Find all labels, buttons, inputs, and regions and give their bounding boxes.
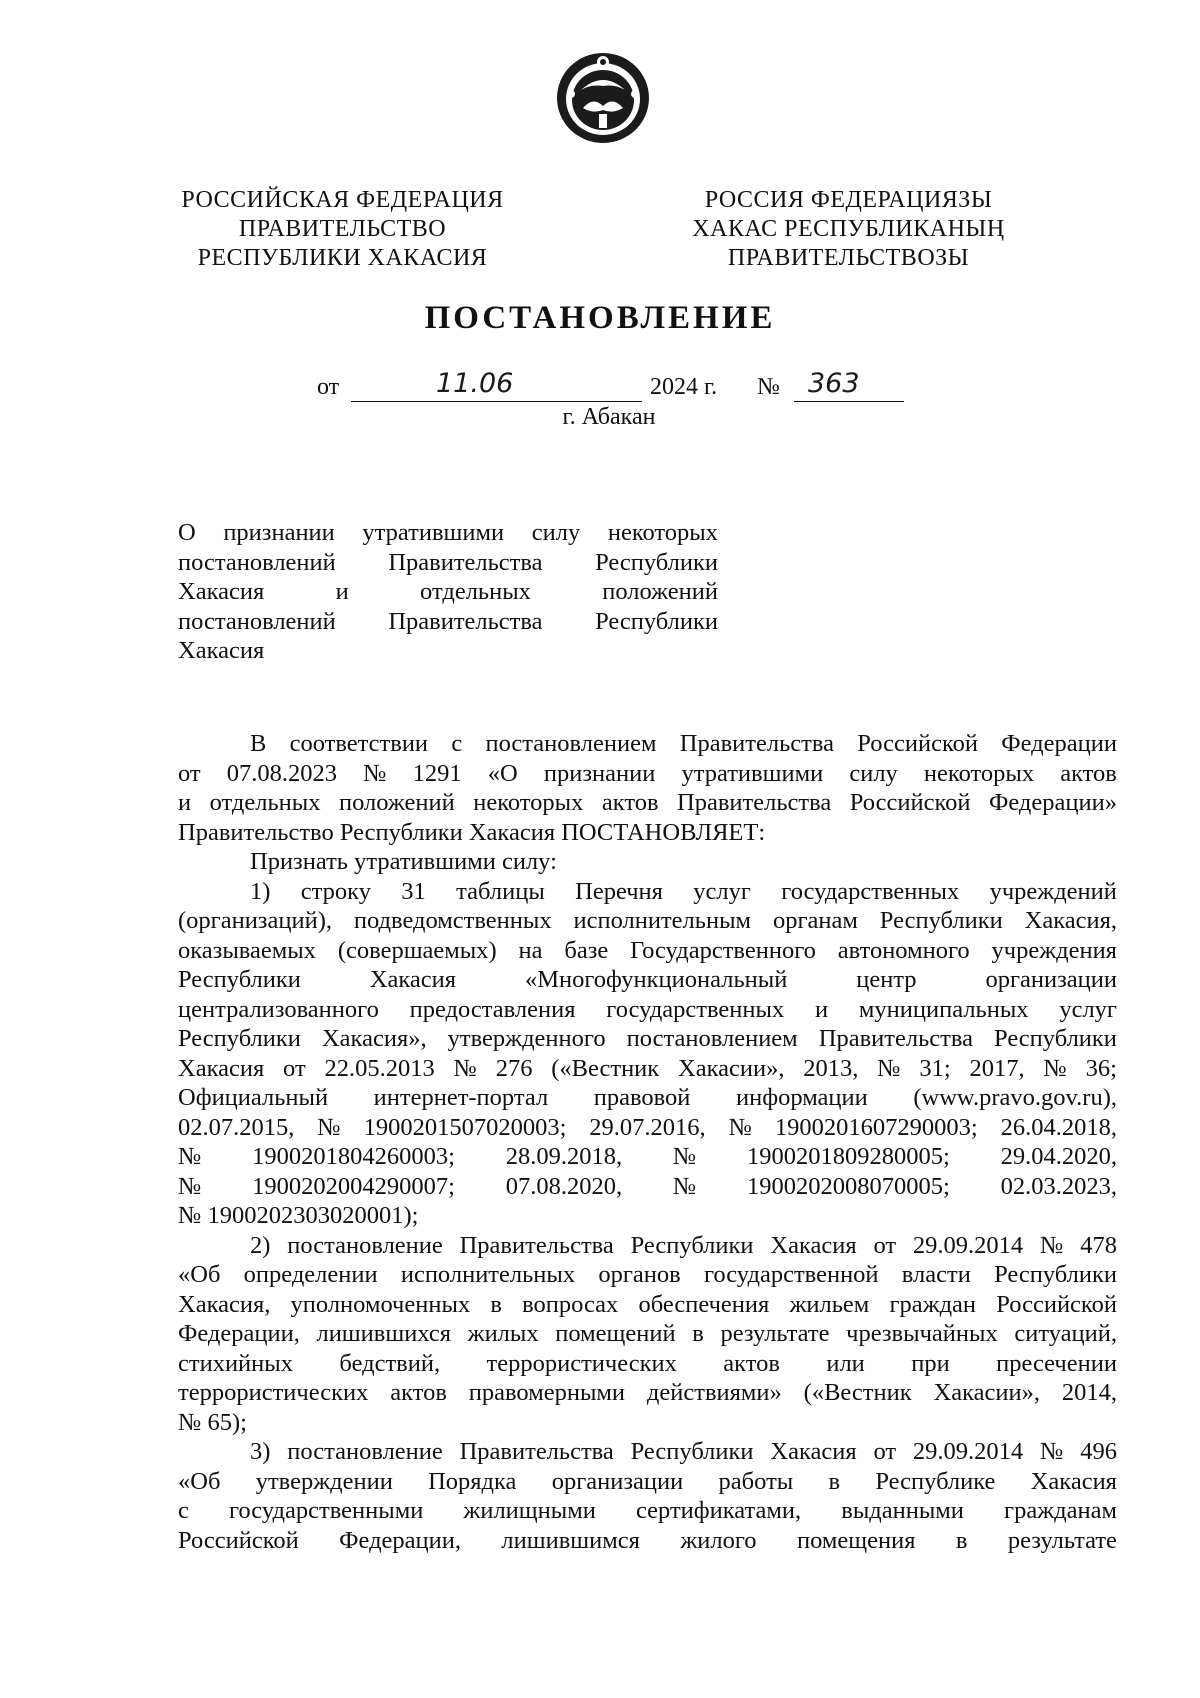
word: утвержденного bbox=[447, 1025, 606, 1052]
word: Хакасия bbox=[770, 1231, 857, 1259]
body-line bbox=[178, 906, 1117, 936]
word: центр bbox=[856, 966, 917, 993]
word: лишившихся bbox=[316, 1320, 452, 1347]
word: Правительства bbox=[459, 1438, 614, 1465]
word: актов bbox=[601, 789, 659, 816]
word: уполномоченных bbox=[290, 1290, 471, 1318]
body-line bbox=[178, 1231, 1117, 1261]
word: государственных bbox=[781, 877, 960, 905]
word: № bbox=[1039, 1438, 1064, 1465]
word: на bbox=[518, 936, 543, 964]
word: Республики bbox=[994, 1261, 1117, 1288]
word: террористических bbox=[178, 1379, 369, 1406]
word: 2013, bbox=[803, 1054, 859, 1082]
word: террористических bbox=[486, 1349, 677, 1377]
body-line bbox=[178, 1349, 1117, 1379]
word: Хакасии», bbox=[678, 1054, 785, 1082]
word: отдельных bbox=[420, 578, 531, 605]
word: муниципальных bbox=[858, 995, 1029, 1023]
body-line bbox=[178, 1142, 1117, 1172]
word: О bbox=[178, 519, 196, 546]
word: 1900202004290007; bbox=[252, 1172, 455, 1200]
word: от bbox=[283, 1054, 306, 1082]
word: «Об bbox=[178, 1467, 221, 1495]
header-left-line: РОССИЙСКАЯ ФЕДЕРАЦИЯ bbox=[181, 187, 504, 213]
word: 36; bbox=[1085, 1054, 1117, 1082]
word: Правительства bbox=[679, 730, 834, 757]
word: жилого bbox=[680, 1526, 757, 1554]
word: Республики bbox=[630, 1438, 754, 1465]
word: и bbox=[178, 789, 192, 816]
word: ситуаций, bbox=[1014, 1320, 1117, 1347]
word: Хакасия, bbox=[1024, 907, 1117, 934]
word: 3) bbox=[250, 1438, 271, 1465]
word: организации bbox=[551, 1467, 684, 1495]
word: соответствии bbox=[289, 730, 429, 757]
word: и bbox=[335, 578, 349, 605]
word: постановлений bbox=[178, 548, 336, 576]
word: 02.03.2023, bbox=[1000, 1172, 1117, 1200]
word: («Вестник bbox=[803, 1379, 912, 1406]
date-underline bbox=[351, 401, 642, 402]
header-left-line: РЕСПУБЛИКИ ХАКАСИЯ bbox=[197, 245, 488, 271]
date-number-line bbox=[0, 368, 1200, 408]
word: органов bbox=[598, 1261, 681, 1288]
word: Хакасия bbox=[178, 1054, 265, 1082]
word: Перечня bbox=[575, 877, 663, 905]
word: актов bbox=[723, 1349, 780, 1377]
word: Признать утратившими силу: bbox=[250, 848, 557, 875]
word: 1900201804260003; bbox=[252, 1143, 455, 1170]
from-label: от bbox=[317, 374, 340, 400]
word: утверждении bbox=[255, 1467, 393, 1495]
word: № bbox=[1043, 1054, 1067, 1082]
word: информации bbox=[735, 1084, 868, 1111]
word: сертификатами, bbox=[635, 1497, 802, 1524]
word: таблицы bbox=[456, 877, 545, 905]
word: Хакасии», bbox=[933, 1379, 1040, 1406]
word: государственной bbox=[703, 1261, 879, 1288]
word: подведомственных bbox=[353, 907, 552, 934]
word: Республики bbox=[178, 1025, 301, 1052]
word: Хакасия bbox=[770, 1438, 857, 1465]
word: № bbox=[1039, 1231, 1064, 1259]
word: постановлением bbox=[485, 730, 657, 757]
word: Правительства bbox=[459, 1231, 614, 1259]
word: «Об bbox=[178, 1261, 221, 1288]
word: жильем bbox=[789, 1290, 870, 1318]
word: 29.09.2014 bbox=[912, 1438, 1024, 1465]
word: пресечении bbox=[996, 1349, 1117, 1377]
word: 1900201607290003; bbox=[774, 1113, 978, 1141]
word: Федерации bbox=[1001, 730, 1117, 757]
word: постановление bbox=[287, 1438, 443, 1465]
word: Правительства bbox=[677, 789, 832, 816]
word: № bbox=[672, 1172, 697, 1200]
word: № bbox=[728, 1113, 752, 1141]
word: в bbox=[490, 1290, 502, 1318]
city-label: г. Абакан bbox=[562, 404, 656, 430]
word: некоторых bbox=[923, 759, 1035, 787]
number-underline bbox=[794, 401, 904, 402]
word: оказываемых bbox=[178, 936, 317, 964]
word: власти bbox=[901, 1261, 971, 1288]
word: Правительства bbox=[818, 1025, 973, 1052]
subject-heading bbox=[178, 518, 718, 666]
word: Порядка bbox=[428, 1467, 517, 1495]
word: Республики bbox=[630, 1231, 754, 1259]
document-title: ПОСТАНОВЛЕНИЕ bbox=[424, 300, 776, 336]
word: признании bbox=[223, 519, 335, 546]
body-line bbox=[178, 1113, 1117, 1143]
handwritten-date: 11.06 bbox=[436, 368, 514, 399]
word: государственными bbox=[228, 1497, 424, 1524]
body-line bbox=[178, 995, 1117, 1025]
word: Республике bbox=[875, 1467, 996, 1495]
word: 1900201809280005; bbox=[747, 1143, 950, 1170]
word: организации bbox=[985, 966, 1117, 993]
word: Федерации, bbox=[339, 1526, 461, 1554]
word: 496 bbox=[1080, 1438, 1117, 1465]
word: положений bbox=[602, 578, 718, 605]
word: вопросах bbox=[522, 1290, 619, 1318]
body-line bbox=[178, 1526, 1117, 1556]
word: некоторых bbox=[607, 519, 718, 546]
body-line bbox=[178, 847, 1117, 877]
body-text bbox=[178, 729, 1117, 1555]
word: Хакасия, bbox=[178, 1290, 271, 1318]
word: выданными bbox=[841, 1497, 964, 1524]
word: 29.07.2016, bbox=[589, 1113, 706, 1141]
word: в bbox=[955, 1526, 968, 1554]
word: строку bbox=[300, 877, 371, 905]
word: органам bbox=[772, 907, 858, 934]
body-line bbox=[178, 1319, 1117, 1349]
word: «О bbox=[487, 759, 518, 787]
body-line bbox=[178, 965, 1117, 995]
header-left-line: ПРАВИТЕЛЬСТВО bbox=[238, 216, 447, 242]
body-line bbox=[178, 788, 1117, 818]
word: Официальный bbox=[178, 1084, 329, 1111]
word: граждан bbox=[889, 1290, 977, 1318]
word: 31; bbox=[919, 1054, 951, 1082]
word: с bbox=[178, 1497, 189, 1524]
word: Хакасия», bbox=[321, 1025, 427, 1052]
word: утратившими bbox=[362, 519, 505, 546]
word: 07.08.2020, bbox=[505, 1172, 623, 1200]
subject-line bbox=[178, 577, 718, 607]
word: 22.05.2013 bbox=[324, 1054, 435, 1082]
word: централизованного bbox=[178, 995, 379, 1023]
word: лишившимся bbox=[501, 1526, 640, 1554]
word: 07.08.2023 bbox=[226, 759, 338, 787]
word: от bbox=[873, 1438, 897, 1465]
word: Правительства bbox=[388, 548, 543, 576]
word: утратившими bbox=[681, 759, 824, 787]
word: некоторых bbox=[473, 789, 584, 816]
word: жилых bbox=[467, 1320, 539, 1347]
word: № bbox=[453, 1054, 477, 1082]
word: Государственного bbox=[630, 936, 816, 964]
word: 28.09.2018, bbox=[505, 1143, 623, 1170]
body-line bbox=[178, 1201, 1117, 1231]
word: актов bbox=[1060, 759, 1117, 787]
body-line bbox=[178, 759, 1117, 789]
word: результате bbox=[1007, 1526, 1117, 1554]
word: 29.04.2020, bbox=[1000, 1143, 1117, 1170]
word: 1900201507020003; bbox=[363, 1113, 567, 1141]
word: Республики bbox=[178, 966, 301, 993]
body-line bbox=[178, 936, 1117, 966]
word: 2) bbox=[250, 1231, 271, 1259]
word: работы bbox=[718, 1467, 794, 1495]
body-line bbox=[178, 1496, 1117, 1526]
body-line bbox=[178, 1408, 1117, 1438]
year-label: 2024 г. bbox=[650, 374, 718, 400]
word: помещений bbox=[555, 1320, 676, 1347]
word: 29.09.2014 bbox=[912, 1231, 1024, 1259]
word: 1900202008070005; bbox=[747, 1172, 950, 1200]
word: с bbox=[451, 730, 463, 757]
word: государственных bbox=[606, 995, 785, 1023]
body-line bbox=[178, 1437, 1117, 1467]
header-right-line: РОССИЯ ФЕДЕРАЦИЯЗЫ bbox=[704, 187, 993, 213]
word: правомерными bbox=[468, 1379, 626, 1406]
word: отдельных bbox=[209, 789, 321, 816]
subject-line bbox=[178, 548, 718, 578]
word: услуг bbox=[1059, 995, 1117, 1023]
body-line bbox=[178, 1378, 1117, 1408]
word: услуг bbox=[693, 877, 751, 905]
word: от bbox=[178, 759, 201, 787]
header-left-block bbox=[170, 186, 515, 273]
word: № bbox=[178, 1172, 202, 1200]
word: Хакасия bbox=[1030, 1467, 1117, 1495]
body-line bbox=[178, 877, 1117, 907]
word: Республики bbox=[879, 907, 1003, 934]
word: предоставления bbox=[409, 995, 576, 1023]
word: определении bbox=[243, 1261, 378, 1288]
word: постановлением bbox=[626, 1025, 798, 1052]
word: (организаций), bbox=[178, 907, 332, 934]
word: и bbox=[815, 995, 829, 1023]
word: Российской bbox=[849, 789, 971, 816]
word: интернет-портал bbox=[373, 1084, 549, 1111]
word: № bbox=[317, 1113, 341, 1141]
body-line bbox=[178, 1172, 1117, 1202]
header-right-line: ПРАВИТЕЛЬСТВОЗЫ bbox=[727, 245, 970, 271]
word: учреждений bbox=[989, 877, 1117, 905]
word: № bbox=[877, 1054, 901, 1082]
word: или bbox=[826, 1349, 865, 1377]
word: Республики bbox=[595, 607, 718, 635]
body-line bbox=[178, 818, 1117, 848]
word: Хакасия bbox=[369, 966, 457, 993]
body-line bbox=[178, 1467, 1117, 1497]
subject-line bbox=[178, 636, 718, 666]
word: № 1900202303020001); bbox=[178, 1202, 419, 1229]
handwritten-number: 363 bbox=[808, 368, 860, 399]
word: правовой bbox=[593, 1084, 691, 1111]
word: стихийных bbox=[178, 1349, 293, 1377]
word: автономного bbox=[837, 936, 970, 964]
word: № bbox=[363, 759, 387, 787]
word: от bbox=[873, 1231, 897, 1259]
word: 478 bbox=[1080, 1231, 1117, 1259]
header-right-line: ХАКАС РЕСПУБЛИКАНЫҢ bbox=[692, 216, 1005, 242]
word: 1291 bbox=[412, 759, 462, 787]
word: при bbox=[911, 1349, 950, 1377]
word: Российской bbox=[857, 730, 978, 757]
word: 2017, bbox=[969, 1054, 1025, 1082]
word: в bbox=[828, 1467, 841, 1495]
word: 02.07.2015, bbox=[178, 1113, 295, 1141]
word: Хакасия bbox=[178, 578, 265, 605]
word: (совершаемых) bbox=[337, 936, 497, 964]
body-line bbox=[178, 1290, 1117, 1320]
word: гражданам bbox=[1004, 1497, 1117, 1524]
word: № bbox=[672, 1143, 697, 1170]
word: исполнительных bbox=[400, 1261, 576, 1288]
word: признании bbox=[543, 759, 656, 787]
word: в bbox=[692, 1320, 704, 1347]
word: № 65); bbox=[178, 1408, 247, 1436]
word: постановлений bbox=[178, 607, 336, 635]
word: бедствий, bbox=[339, 1349, 441, 1377]
word: «Многофункциональный bbox=[524, 966, 788, 993]
subject-line bbox=[178, 518, 718, 548]
word: положений bbox=[339, 789, 455, 816]
word: 26.04.2018, bbox=[1000, 1113, 1117, 1141]
subject-line bbox=[178, 607, 718, 637]
word: действиями» bbox=[646, 1379, 782, 1406]
word: Республики bbox=[994, 1025, 1117, 1052]
word: Правительство Республики Хакасия ПОСТАНОВЛЯЕТ: bbox=[178, 818, 766, 846]
word: постановление bbox=[287, 1231, 443, 1259]
word: чрезвычайных bbox=[846, 1320, 998, 1347]
body-line bbox=[178, 1054, 1117, 1084]
word: Республики bbox=[595, 548, 718, 576]
word: учреждения bbox=[991, 936, 1117, 964]
body-line bbox=[178, 1024, 1117, 1054]
word: актов bbox=[390, 1379, 447, 1406]
word: результате bbox=[720, 1320, 830, 1347]
body-line bbox=[178, 729, 1117, 759]
word: Хакасия bbox=[178, 637, 265, 664]
word: № bbox=[178, 1143, 202, 1170]
word: 31 bbox=[401, 877, 426, 905]
word: базе bbox=[564, 936, 609, 964]
word: силу bbox=[849, 759, 898, 787]
word: Правительства bbox=[388, 607, 543, 635]
word: (www.pravo.gov.ru), bbox=[913, 1084, 1117, 1111]
word: Российской bbox=[996, 1290, 1117, 1318]
word: 1) bbox=[250, 877, 271, 905]
number-label: № bbox=[757, 374, 780, 400]
word: 276 bbox=[495, 1054, 533, 1082]
header-right-block bbox=[676, 186, 1021, 273]
word: жилищными bbox=[463, 1497, 596, 1524]
word: силу bbox=[531, 519, 581, 546]
word: Федерации» bbox=[988, 789, 1117, 816]
word: В bbox=[250, 730, 267, 757]
word: обеспечения bbox=[638, 1290, 770, 1318]
word: помещения bbox=[796, 1526, 916, 1554]
body-line bbox=[178, 1083, 1117, 1113]
word: («Вестник bbox=[551, 1054, 660, 1082]
body-line bbox=[178, 1260, 1117, 1290]
coat-of-arms-icon bbox=[553, 48, 653, 146]
word: Российской bbox=[178, 1526, 299, 1554]
word: исполнительным bbox=[573, 907, 752, 934]
word: 2014, bbox=[1061, 1379, 1117, 1406]
word: Федерации, bbox=[178, 1320, 300, 1347]
